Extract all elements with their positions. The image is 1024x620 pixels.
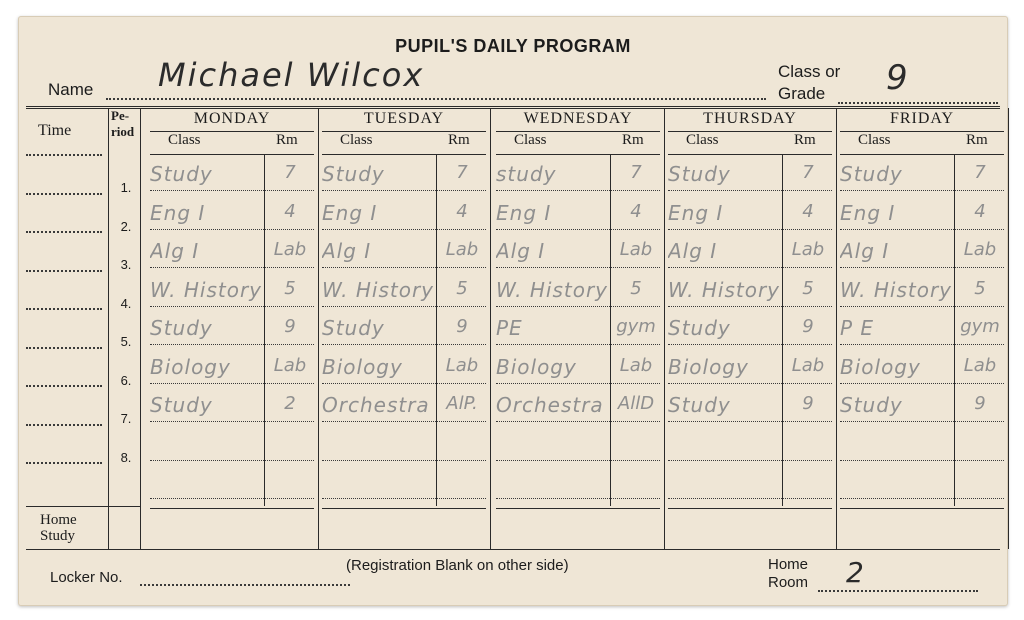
class-entry: Orchestra	[496, 393, 604, 417]
row-line	[150, 306, 314, 307]
room-entry: Lab	[963, 239, 997, 260]
room-entry: 5	[630, 277, 642, 299]
program-card	[18, 16, 1008, 606]
day-header-wednesday: WEDNESDAY	[523, 110, 633, 127]
period-number: 3.	[120, 257, 132, 272]
room-entry: Lab	[445, 354, 479, 376]
name-value: Michael Wilcox	[158, 56, 425, 94]
room-entry: 5	[802, 277, 814, 299]
room-entry: Lab	[273, 354, 307, 376]
class-entry: Study	[150, 316, 213, 340]
class-entry: Alg I	[322, 239, 372, 263]
class-entry: W. History	[840, 277, 952, 302]
home-study-rule	[496, 508, 660, 509]
row-line	[840, 306, 1004, 307]
row-line	[496, 190, 660, 191]
row-line	[150, 421, 314, 422]
grade-label-line1: Class or	[778, 62, 841, 81]
class-entry: Biology	[150, 354, 231, 379]
home-study-label-line1: Home	[40, 512, 77, 528]
class-entry: Study	[840, 162, 903, 186]
day-divider	[664, 108, 665, 549]
room-entry: AllD	[617, 393, 655, 414]
day-divider	[490, 108, 491, 549]
day-header-thursday: THURSDAY	[703, 110, 797, 127]
class-entry: Alg I	[840, 239, 890, 263]
column-header-rule	[496, 154, 660, 155]
time-row-line	[26, 347, 102, 349]
day-divider	[318, 108, 319, 549]
room-entry: 5	[974, 277, 986, 299]
locker-line	[140, 584, 350, 586]
row-line	[496, 229, 660, 230]
day-header-friday: FRIDAY	[889, 110, 955, 127]
class-entry: W. History	[496, 277, 608, 302]
row-line	[840, 460, 1004, 461]
home-study-rule-left	[26, 506, 140, 507]
class-entry: Study	[322, 162, 385, 186]
room-entry: 9	[974, 393, 986, 414]
room-column-header: Rm	[448, 132, 470, 148]
locker-label: Locker No.	[50, 569, 123, 586]
period-header-line2: riod	[111, 124, 135, 139]
room-entry: Lab	[791, 354, 825, 376]
room-entry: gym	[960, 316, 1000, 337]
class-entry: Eng I	[496, 200, 552, 225]
row-line	[322, 383, 486, 384]
class-entry: Alg I	[150, 239, 200, 263]
home-room-label-line1: Home	[768, 556, 809, 573]
time-row-line	[26, 424, 102, 426]
home-study-rule	[150, 508, 314, 509]
row-line	[840, 267, 1004, 268]
room-entry: Lab	[791, 239, 825, 260]
room-entry: gym	[616, 316, 656, 337]
time-row-line	[26, 231, 102, 233]
row-line	[840, 190, 1004, 191]
class-entry: study	[496, 162, 557, 186]
row-line	[668, 498, 832, 499]
column-header-rule	[668, 154, 832, 155]
row-line	[322, 229, 486, 230]
row-line	[496, 344, 660, 345]
room-entry: Lab	[273, 239, 307, 260]
class-entry: Alg I	[668, 239, 718, 263]
class-room-divider	[782, 154, 783, 506]
room-entry: 4	[974, 200, 986, 222]
room-entry: 7	[284, 162, 296, 183]
row-line	[668, 190, 832, 191]
class-entry: Orchestra	[322, 393, 430, 417]
room-entry: 4	[284, 200, 296, 222]
period-header-line1: Pe-	[111, 108, 130, 123]
row-line	[840, 383, 1004, 384]
row-line	[322, 306, 486, 307]
row-line	[322, 267, 486, 268]
period-number: 8.	[120, 449, 132, 465]
time-row-line	[26, 154, 102, 156]
row-line	[840, 229, 1004, 230]
time-period-divider	[108, 108, 109, 549]
room-entry: 7	[630, 162, 642, 183]
class-room-divider	[610, 154, 611, 506]
period-class-divider	[140, 108, 141, 549]
period-number: 2.	[120, 218, 132, 234]
home-study-rule	[668, 508, 832, 509]
table-top-rule-2	[26, 108, 1000, 109]
row-line	[322, 190, 486, 191]
footer-note: (Registration Blank on other side)	[346, 557, 569, 574]
row-line	[150, 383, 314, 384]
room-entry: 4	[456, 200, 468, 222]
class-entry: Biology	[322, 354, 403, 379]
row-line	[150, 498, 314, 499]
class-entry: Eng I	[322, 200, 378, 225]
name-line	[106, 98, 766, 100]
row-line	[322, 344, 486, 345]
class-entry: Study	[840, 393, 903, 417]
class-column-header: Class	[514, 132, 547, 148]
class-entry: W. History	[668, 277, 780, 302]
row-line	[496, 306, 660, 307]
row-line	[668, 267, 832, 268]
row-line	[496, 460, 660, 461]
time-row-line	[26, 270, 102, 272]
room-entry: 9	[456, 316, 468, 337]
class-entry: Biology	[668, 354, 749, 379]
period-number: 4.	[120, 295, 132, 311]
row-line	[668, 344, 832, 345]
class-column-header: Class	[858, 132, 891, 148]
room-entry: AlP.	[446, 393, 478, 414]
home-study-rule	[840, 508, 1004, 509]
class-entry: PE	[496, 316, 523, 340]
class-entry: Eng I	[840, 200, 896, 225]
column-header-rule	[322, 154, 486, 155]
table-top-rule	[26, 106, 1000, 107]
class-entry: Study	[322, 316, 385, 340]
room-entry: 7	[974, 162, 986, 183]
home-room-value: 2	[846, 556, 866, 589]
row-line	[496, 383, 660, 384]
room-column-header: Rm	[966, 132, 988, 148]
day-header-monday: MONDAY	[193, 110, 271, 127]
day-divider	[836, 108, 837, 549]
class-entry: Eng I	[150, 200, 206, 225]
card-title: PUPIL'S DAILY PROGRAM	[395, 36, 631, 56]
row-line	[496, 421, 660, 422]
time-row-line	[26, 308, 102, 310]
row-line	[322, 498, 486, 499]
day-header-tuesday: TUESDAY	[363, 110, 445, 127]
row-line	[840, 498, 1004, 499]
row-line	[668, 306, 832, 307]
row-line	[668, 460, 832, 461]
class-room-divider	[436, 154, 437, 506]
room-entry: 7	[802, 162, 814, 183]
column-header-rule	[150, 154, 314, 155]
room-entry: 4	[802, 200, 814, 222]
room-column-header: Rm	[622, 132, 644, 148]
time-row-line	[26, 462, 102, 464]
room-entry: 5	[284, 277, 296, 299]
class-entry: W. History	[322, 277, 434, 302]
row-line	[150, 344, 314, 345]
room-entry: Lab	[445, 239, 479, 260]
row-line	[322, 460, 486, 461]
table-bottom-rule	[26, 549, 1000, 550]
class-entry: Study	[150, 162, 213, 186]
class-entry: Biology	[840, 354, 921, 379]
room-entry: 5	[456, 277, 468, 299]
home-study-label-line2: Study	[40, 528, 76, 544]
row-line	[150, 267, 314, 268]
class-room-divider	[264, 154, 265, 506]
room-entry: Lab	[963, 354, 997, 376]
row-line	[668, 421, 832, 422]
class-entry: Eng I	[668, 200, 724, 225]
day-divider	[1008, 108, 1009, 549]
time-header: Time	[38, 122, 72, 139]
row-line	[150, 190, 314, 191]
class-entry: Study	[668, 316, 731, 340]
class-column-header: Class	[168, 132, 201, 148]
name-label: Name	[48, 80, 94, 99]
row-line	[322, 421, 486, 422]
time-row-line	[26, 193, 102, 195]
grade-label-line2: Grade	[778, 84, 826, 103]
column-header-rule	[840, 154, 1004, 155]
class-entry: Study	[668, 162, 731, 186]
room-entry: 9	[284, 316, 296, 337]
room-column-header: Rm	[794, 132, 816, 148]
class-entry: W. History	[150, 277, 262, 302]
row-line	[668, 383, 832, 384]
home-room-label-line2: Room	[768, 574, 809, 591]
class-entry: Study	[150, 393, 213, 417]
class-column-header: Class	[340, 132, 373, 148]
home-room-line	[818, 590, 978, 592]
room-entry: 2	[284, 393, 296, 414]
home-study-rule	[322, 508, 486, 509]
room-column-header: Rm	[276, 132, 298, 148]
row-line	[840, 344, 1004, 345]
class-entry: Biology	[496, 354, 577, 379]
row-line	[150, 229, 314, 230]
period-number: 7.	[120, 411, 132, 426]
room-entry: Lab	[619, 354, 653, 376]
room-entry: 9	[802, 316, 814, 337]
class-entry: Alg I	[496, 239, 546, 263]
grade-line	[838, 102, 998, 104]
time-row-line	[26, 385, 102, 387]
row-line	[496, 267, 660, 268]
room-entry: Lab	[619, 239, 653, 260]
row-line	[668, 229, 832, 230]
period-number: 6.	[120, 372, 132, 388]
period-number: 1.	[120, 180, 132, 195]
room-entry: 7	[456, 162, 468, 183]
period-number: 5.	[120, 334, 132, 349]
room-entry: 4	[630, 200, 642, 222]
class-room-divider	[954, 154, 955, 506]
class-entry: P E	[840, 316, 875, 340]
room-entry: 9	[802, 393, 814, 414]
row-line	[840, 421, 1004, 422]
grade-value: 9	[886, 58, 910, 98]
class-column-header: Class	[686, 132, 719, 148]
class-entry: Study	[668, 393, 731, 417]
row-line	[150, 460, 314, 461]
row-line	[496, 498, 660, 499]
